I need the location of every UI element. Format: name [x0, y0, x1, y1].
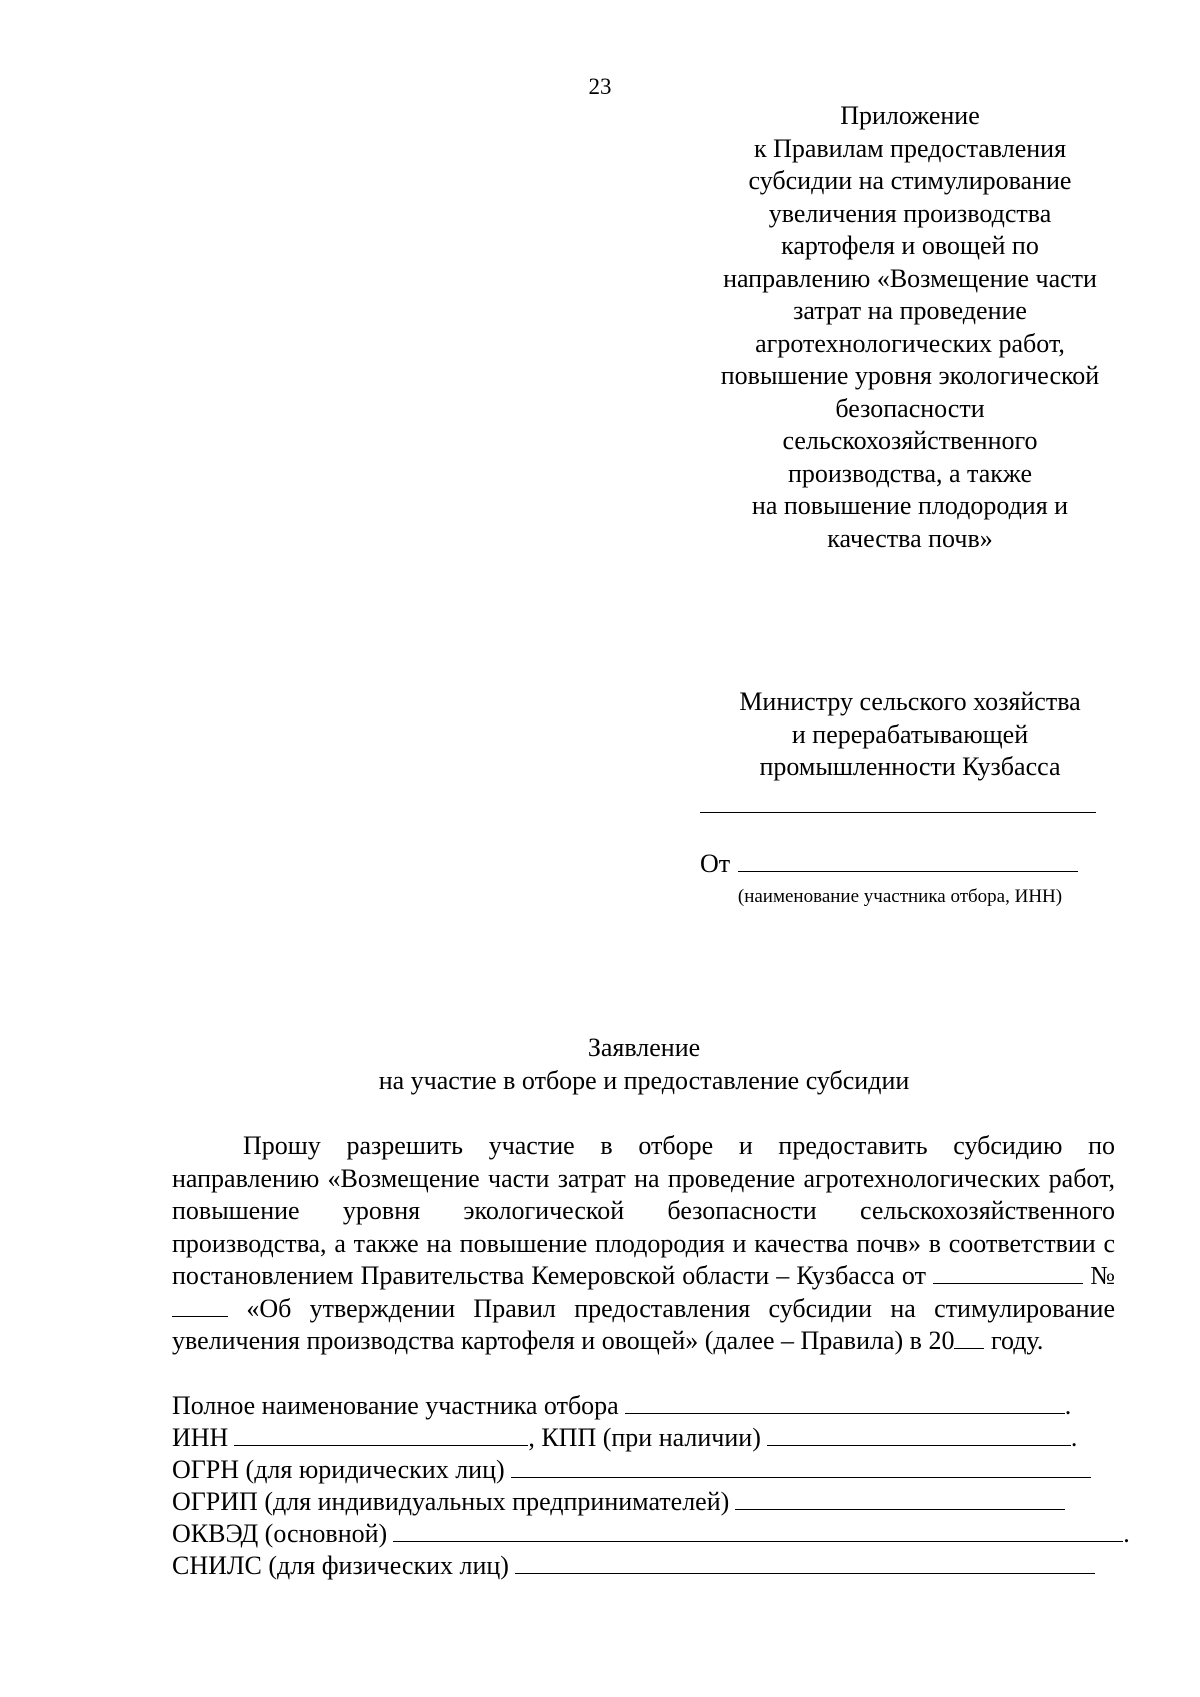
appendix-line: производства, а также	[787, 458, 1033, 488]
full-name-blank[interactable]	[625, 1393, 1065, 1414]
okved-label: ОКВЭД (основной)	[172, 1519, 388, 1548]
number-sign: №	[1090, 1261, 1115, 1290]
appendix-line: направлению «Возмещение части	[723, 263, 1097, 293]
decree-number-blank[interactable]	[172, 1296, 228, 1317]
addressee-blank-line[interactable]	[700, 812, 1096, 813]
appendix-line: повышение уровня экологической	[720, 361, 1100, 390]
addressee-line: и перерабатывающей	[791, 719, 1029, 749]
title-line-1: Заявление	[587, 1033, 701, 1062]
body-part-1: Прошу разрешить участие в отборе и предоставить субсидию по направлению «Возмещение части затрат на проведение агротехнологических работ, повышение уровня экологической безопасности сельскохозяйственного производства, а также на повышение плодородия и качества почв» в соответствии с постановлением Правительства Кемеровской области – Кузбасса от	[172, 1131, 1115, 1290]
ogrn-label: ОГРН (для юридических лиц)	[172, 1455, 505, 1484]
year-blank[interactable]	[954, 1328, 984, 1349]
okved-end: .	[1123, 1519, 1130, 1548]
inn-blank[interactable]	[234, 1425, 528, 1446]
ogrip-label: ОГРИП (для индивидуальных предпринимателей)	[172, 1487, 730, 1516]
inn-label: ИНН	[172, 1423, 229, 1452]
snils-row	[172, 1550, 1095, 1583]
from-caption: (наименование участника отбора, ИНН)	[737, 886, 1063, 907]
inn-kpp-row	[172, 1422, 1077, 1455]
okved-row	[172, 1518, 1130, 1551]
from-row	[700, 848, 1078, 880]
appendix-line: качества почв»	[827, 523, 993, 553]
ogrn-row	[172, 1454, 1091, 1487]
ogrip-blank[interactable]	[735, 1489, 1065, 1510]
addressee-line: промышленности Кузбасса	[759, 752, 1061, 781]
full-name-label: Полное наименование участника отбора	[172, 1391, 619, 1420]
document-title	[0, 1032, 1200, 1097]
body-paragraph	[172, 1130, 1115, 1358]
addressee-block	[690, 686, 1130, 784]
page-number: 23	[588, 74, 612, 99]
appendix-line: увеличения производства	[768, 198, 1052, 228]
appendix-line: субсидии на стимулирование	[748, 166, 1072, 195]
ogrip-row	[172, 1486, 1065, 1519]
title-line-2: на участие в отборе и предоставление субсидии	[378, 1065, 910, 1095]
application-body	[172, 1130, 1115, 1358]
from-label: От	[700, 849, 731, 878]
appendix-line: сельскохозяйственного	[782, 426, 1038, 455]
appendix-line: безопасности	[835, 393, 985, 423]
appendix-line: на повышение плодородия и	[751, 491, 1069, 520]
appendix-line: затрат на проведение	[793, 296, 1027, 325]
body-part-3: «Об утверждении Правил предоставления субсидии на стимулирование увеличения производства картофеля и овощей» (далее – Правила) в 20	[172, 1293, 1116, 1355]
appendix-header	[690, 100, 1130, 555]
date-blank[interactable]	[933, 1263, 1083, 1284]
appendix-line: агротехнологических работ,	[755, 328, 1065, 358]
addressee-line: Министру сельского хозяйства	[739, 687, 1081, 716]
kpp-label: , КПП (при наличии)	[528, 1423, 761, 1452]
okved-blank[interactable]	[393, 1521, 1123, 1542]
snils-blank[interactable]	[515, 1553, 1095, 1574]
appendix-line: Приложение	[840, 101, 980, 130]
kpp-end: .	[1070, 1423, 1078, 1452]
body-part-4: году.	[990, 1326, 1044, 1355]
appendix-line: картофеля и овощей по	[781, 231, 1039, 260]
ogrn-blank[interactable]	[511, 1457, 1091, 1478]
snils-label: СНИЛС (для физических лиц)	[172, 1551, 509, 1580]
from-blank[interactable]	[738, 849, 1078, 872]
appendix-line: к Правилам предоставления	[753, 133, 1067, 163]
full-name-row	[172, 1390, 1071, 1423]
full-name-end: .	[1064, 1391, 1072, 1420]
kpp-blank[interactable]	[767, 1425, 1071, 1446]
